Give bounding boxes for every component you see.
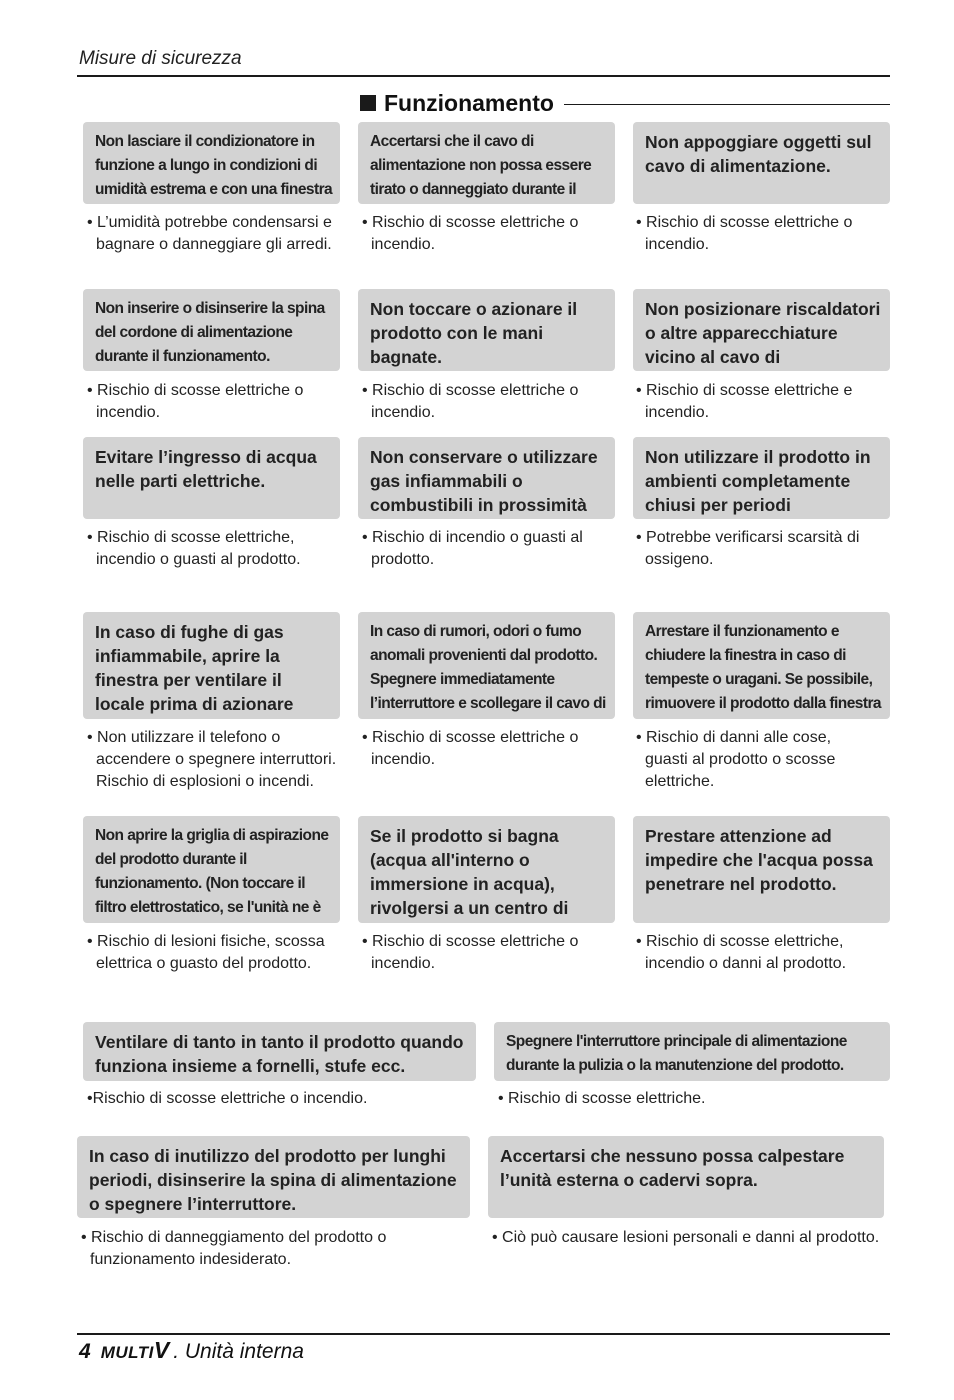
logo-v: V	[153, 1337, 170, 1363]
warning-note: • Rischio di scosse elettriche o incendio.	[362, 382, 579, 421]
footer-rule	[77, 1333, 890, 1335]
section-title: Funzionamento	[384, 89, 554, 116]
warning-box: Prestare attenzione ad impedire che l'acqua possa penetrare nel prodotto.	[633, 816, 890, 923]
warning-note: • Rischio di scosse elettriche o incendio.	[362, 729, 579, 768]
warning-note: • Rischio di scosse elettriche e incendio.	[636, 382, 853, 421]
warning-note: •Rischio di scosse elettriche o incendio.	[87, 1090, 368, 1107]
warning-note: • Rischio di scosse elettriche o incendio.	[87, 382, 304, 421]
warning-note: • Rischio di scosse elettriche, incendio o danni al prodotto.	[636, 933, 847, 972]
warning-note: • Non utilizzare il telefono o accendere o spegnere interruttori. Rischio di esplosioni o incendi.	[87, 729, 337, 790]
warning-note: • Rischio di scosse elettriche, incendio o guasti al prodotto.	[87, 529, 301, 568]
warning-box: Ventilare di tanto in tanto il prodotto quando funziona insieme a fornelli, stufe ecc.	[83, 1022, 476, 1081]
warning-box: Spegnere l'interruttore principale di alimentazione durante la pulizia o la manutenzione del prodotto.	[494, 1022, 890, 1081]
footer-subtitle: . Unità interna	[173, 1340, 304, 1363]
warning-note: • Ciò può causare lesioni personali e danni al prodotto.	[492, 1229, 880, 1246]
page-header-title: Misure di sicurezza	[79, 48, 242, 69]
warning-note: • Rischio di danni alle cose, guasti al prodotto o scosse elettriche.	[636, 729, 836, 790]
logo-text: MULTI	[100, 1343, 154, 1362]
section-bullet-icon	[360, 95, 376, 111]
warning-note: • Rischio di scosse elettriche o incendio.	[362, 214, 579, 253]
warning-box: Non toccare o azionare il prodotto con le mani bagnate.	[358, 289, 615, 371]
warning-box: Non utilizzare il prodotto in ambienti completamente chiusi per periodi	[633, 437, 890, 519]
warning-box: Non aprire la griglia di aspirazione del prodotto durante il funzionamento. (Non toccare il filtro elettrostatico, se l'unità ne è	[83, 816, 340, 923]
warning-box: Accertarsi che il cavo di alimentazione non possa essere tirato o danneggiato durante il	[358, 122, 615, 204]
warning-box: Non conservare o utilizzare gas infiammabili o combustibili in prossimità	[358, 437, 615, 519]
warning-box: Arrestare il funzionamento e chiudere la finestra in caso di tempeste o uragani. Se possibile, rimuovere il prodotto dalla finestra	[633, 612, 890, 719]
warning-note: • Potrebbe verificarsi scarsità di ossigeno.	[636, 529, 860, 568]
multi-v-logo	[101, 1337, 170, 1364]
section-rule	[564, 104, 890, 105]
warning-note: • Rischio di danneggiamento del prodotto o funzionamento indesiderato.	[81, 1229, 387, 1268]
warning-box: In caso di inutilizzo del prodotto per lunghi periodi, disinserire la spina di alimentazione o spegnere l’interruttore.	[77, 1136, 470, 1218]
warning-note: • Rischio di incendio o guasti al prodotto.	[362, 529, 583, 568]
warning-note: • L’umidità potrebbe condensarsi e bagnare o danneggiare gli arredi.	[87, 214, 332, 253]
page-number: 4	[79, 1340, 91, 1363]
warning-box: Non appoggiare oggetti sul cavo di alimentazione.	[633, 122, 890, 204]
warning-note: • Rischio di scosse elettriche o incendio.	[362, 933, 579, 972]
header-rule	[77, 75, 890, 77]
warning-note: • Rischio di scosse elettriche o incendio.	[636, 214, 853, 253]
warning-box: In caso di rumori, odori o fumo anomali provenienti dal prodotto. Spegnere immediatamente l’interruttore e scollegare il cavo di	[358, 612, 615, 719]
warning-box: In caso di fughe di gas infiammabile, aprire la finestra per ventilare il locale prima di azionare	[83, 612, 340, 719]
warning-box: Evitare l’ingresso di acqua nelle parti elettriche.	[83, 437, 340, 519]
warning-box: Non lasciare il condizionatore in funzione a lungo in condizioni di umidità estrema e con una finestra	[83, 122, 340, 204]
warning-box: Non inserire o disinserire la spina del cordone di alimentazione durante il funzionamento.	[83, 289, 340, 371]
warning-box: Se il prodotto si bagna (acqua all'interno o immersione in acqua), rivolgersi a un centro di	[358, 816, 615, 923]
warning-box: Accertarsi che nessuno possa calpestare l’unità esterna o cadervi sopra.	[488, 1136, 884, 1218]
warning-note: • Rischio di lesioni fisiche, scossa elettrica o guasto del prodotto.	[87, 933, 325, 972]
section-heading	[360, 90, 890, 116]
warning-box: Non posizionare riscaldatori o altre apparecchiature vicino al cavo di	[633, 289, 890, 371]
page-footer	[79, 1337, 304, 1365]
warning-note: • Rischio di scosse elettriche.	[498, 1090, 706, 1107]
